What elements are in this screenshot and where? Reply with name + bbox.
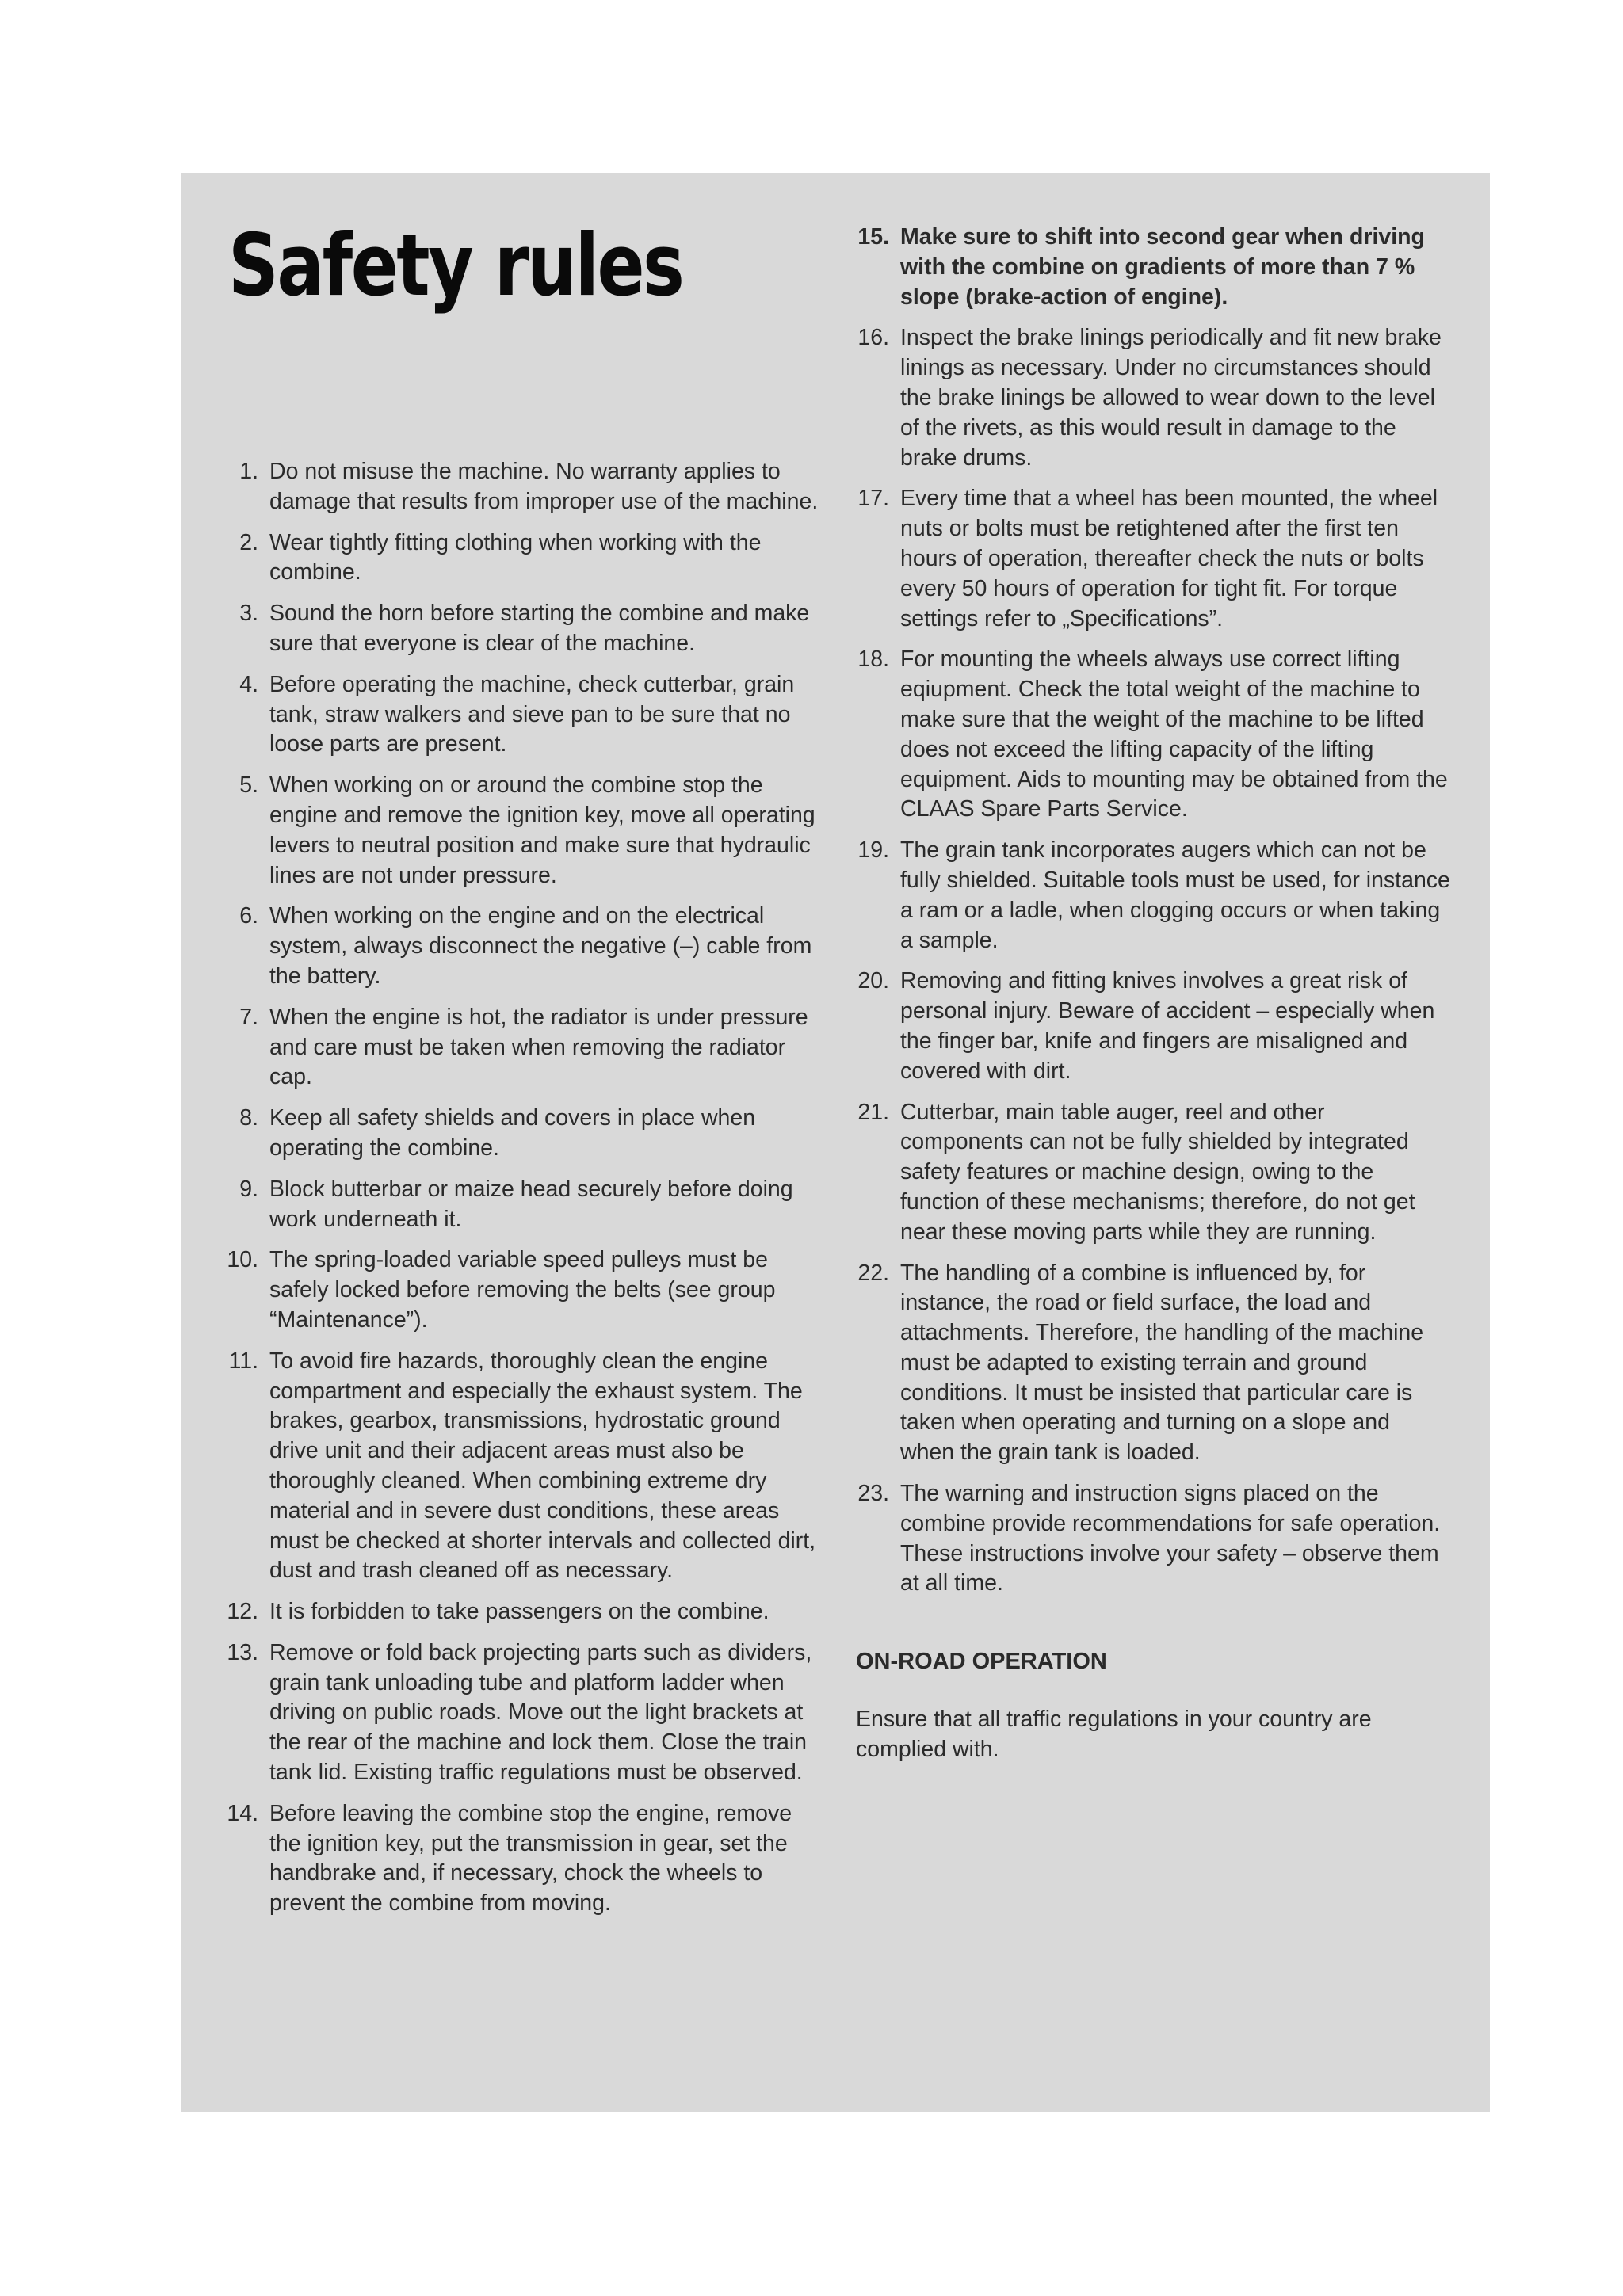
rule-number: 16. — [857, 325, 889, 351]
rule-number: 17. — [857, 486, 889, 512]
rule-text: The spring-loaded variable speed pulleys must be safely locked before removing the belts (see group “Maintenance”). — [269, 1247, 776, 1333]
rule-text: Every time that a wheel has been mounted, the wheel nuts or bolts must be retightened after the first ten hours of operation, thereafter check the nuts or bolts every 50 hours of operation for tight fit. For torque settings refer to „Specifications”. — [900, 486, 1438, 631]
rule-number: 11. — [228, 1348, 258, 1374]
rule-text: Wear tightly fitting clothing when working with the combine. — [269, 529, 762, 585]
rule-item-5 — [208, 771, 827, 891]
rule-number: 18. — [857, 646, 889, 673]
rule-number: 2. — [239, 529, 258, 555]
rule-number: 20. — [857, 968, 889, 994]
rule-text: To avoid fire hazards, thoroughly clean the engine compartment and especially the exhaust system. The brakes, gearbox, transmissions, hydrostatic ground drive unit and their adjacent areas must also be thoroughly cleaned. When combining extreme dry material and in severe dust conditions, these areas must be checked at shorter intervals and collected dirt, dust and trash cleaned off as necessary. — [269, 1348, 816, 1584]
rule-number: 12. — [227, 1599, 258, 1625]
rule-number: 5. — [239, 772, 258, 799]
rule-text: Block butterbar or maize head securely before doing work underneath it. — [269, 1176, 793, 1232]
rule-text: For mounting the wheels always use correct lifting eqiupment. Check the total weight of the machine to make sure that the weight of the machine to be lifted does not exceed the lifting capacity of the lifting equipment. Aids to mounting may be obtained from the CLAAS Spare Parts Service. — [900, 646, 1448, 822]
rules-column-right — [838, 223, 1450, 1765]
rule-text: Make sure to shift into second gear when driving with the combine on gradients of more than 7 % slope (brake-action of engine). — [900, 224, 1425, 310]
page-title: Safety rules — [228, 216, 683, 315]
rule-item-21 — [838, 1098, 1450, 1248]
rule-number: 23. — [857, 1481, 889, 1507]
rule-item-10 — [208, 1245, 827, 1335]
rule-item-15 — [838, 223, 1450, 312]
rule-text: Keep all safety shields and covers in place when operating the combine. — [269, 1105, 756, 1161]
rule-text: Before leaving the combine stop the engine, remove the ignition key, put the transmission in gear, set the handbrake and, if necessary, chock the wheels to prevent the combine from moving. — [269, 1800, 792, 1917]
rule-item-12 — [208, 1597, 827, 1627]
rule-number: 21. — [857, 1099, 889, 1125]
rules-column-left — [208, 457, 827, 1930]
rule-item-19 — [838, 836, 1450, 955]
rule-text: Inspect the brake linings periodically and fit new brake linings as necessary. Under no circumstances should the brake linings be allowed to wear down to the level of the rivets, as this would result in damage to the brake drums. — [900, 325, 1442, 471]
rule-item-20 — [838, 967, 1450, 1086]
rule-text: Cutterbar, main table auger, reel and other components can not be fully shielded by integrated safety features or machine design, owing to the function of these mechanisms; therefore, do not get near these moving parts while they are running. — [900, 1099, 1415, 1245]
rule-number: 9. — [239, 1176, 258, 1202]
rule-text: Removing and fitting knives involves a great risk of personal injury. Beware of accident – especially when the finger bar, knife and fingers are misaligned and covered with dirt. — [900, 968, 1435, 1084]
rule-number: 19. — [857, 837, 889, 864]
rule-text: When working on the engine and on the electrical system, always disconnect the negative (–) cable from the battery. — [269, 903, 812, 989]
rule-text: Remove or fold back projecting parts such as dividers, grain tank unloading tube and platform ladder when driving on public roads. Move out the light brackets at the rear of the machine and lock them. Close the train tank lid. Existing traffic regulations must be observed. — [269, 1639, 812, 1786]
rule-text: Before operating the machine, check cutterbar, grain tank, straw walkers and sieve pan to be sure that no loose parts are present. — [269, 671, 795, 757]
rule-item-11 — [208, 1347, 827, 1586]
rule-number: 14. — [227, 1800, 258, 1826]
rule-number: 13. — [227, 1639, 258, 1665]
rule-item-23 — [838, 1479, 1450, 1599]
rule-text: When working on or around the combine stop the engine and remove the ignition key, move all operating levers to neutral position and make sure that hydraulic lines are not under pressure. — [269, 772, 815, 888]
rule-text: Sound the horn before starting the combine and make sure that everyone is clear of the machine. — [269, 601, 810, 656]
on-road-heading: ON-ROAD OPERATION — [856, 1649, 1107, 1675]
rule-number: 3. — [239, 601, 258, 627]
rule-number: 4. — [239, 671, 258, 697]
rule-item-13 — [208, 1638, 827, 1788]
rule-item-17 — [838, 484, 1450, 634]
rule-item-14 — [208, 1799, 827, 1919]
rule-item-1 — [208, 457, 827, 517]
rule-number: 15. — [857, 224, 889, 250]
rule-text: The grain tank incorporates augers which can not be fully shielded. Suitable tools must be used, for instance a ram or a ladle, when clogging occurs or when taking a sample. — [900, 837, 1450, 953]
on-road-text: Ensure that all traffic regulations in your country are complied with. — [856, 1707, 1372, 1763]
rule-text: When the engine is hot, the radiator is under pressure and care must be taken when removing the radiator cap. — [269, 1004, 808, 1090]
rule-text: Do not misuse the machine. No warranty applies to damage that results from improper use of the machine. — [269, 459, 819, 514]
rule-item-16 — [838, 323, 1450, 473]
rule-number: 22. — [857, 1260, 889, 1286]
rule-number: 1. — [239, 459, 258, 484]
rule-item-22 — [838, 1259, 1450, 1469]
rule-item-4 — [208, 670, 827, 760]
rule-item-7 — [208, 1003, 827, 1093]
rule-number: 7. — [239, 1004, 258, 1030]
rule-text: The handling of a combine is influenced by, for instance, the road or field surface, the load and attachments. Therefore, the handling of the machine must be adapted to existing terrain and ground conditions. It must be insisted that particular care is taken when operating and turning on a slope and when the grain tank is loaded. — [900, 1260, 1424, 1466]
rule-text: The warning and instruction signs placed on the combine provide recommendations for safe operation. These instructions involve your safety – observe them at all time. — [900, 1481, 1441, 1596]
rule-item-2 — [208, 528, 827, 589]
rule-item-6 — [208, 902, 827, 991]
rule-item-18 — [838, 645, 1450, 825]
rule-number: 6. — [239, 903, 258, 929]
rule-item-8 — [208, 1104, 827, 1164]
rule-item-9 — [208, 1175, 827, 1235]
rule-number: 8. — [239, 1105, 258, 1131]
rule-number: 10. — [227, 1247, 258, 1273]
rule-item-3 — [208, 599, 827, 659]
rule-text: It is forbidden to take passengers on the combine. — [269, 1599, 769, 1625]
